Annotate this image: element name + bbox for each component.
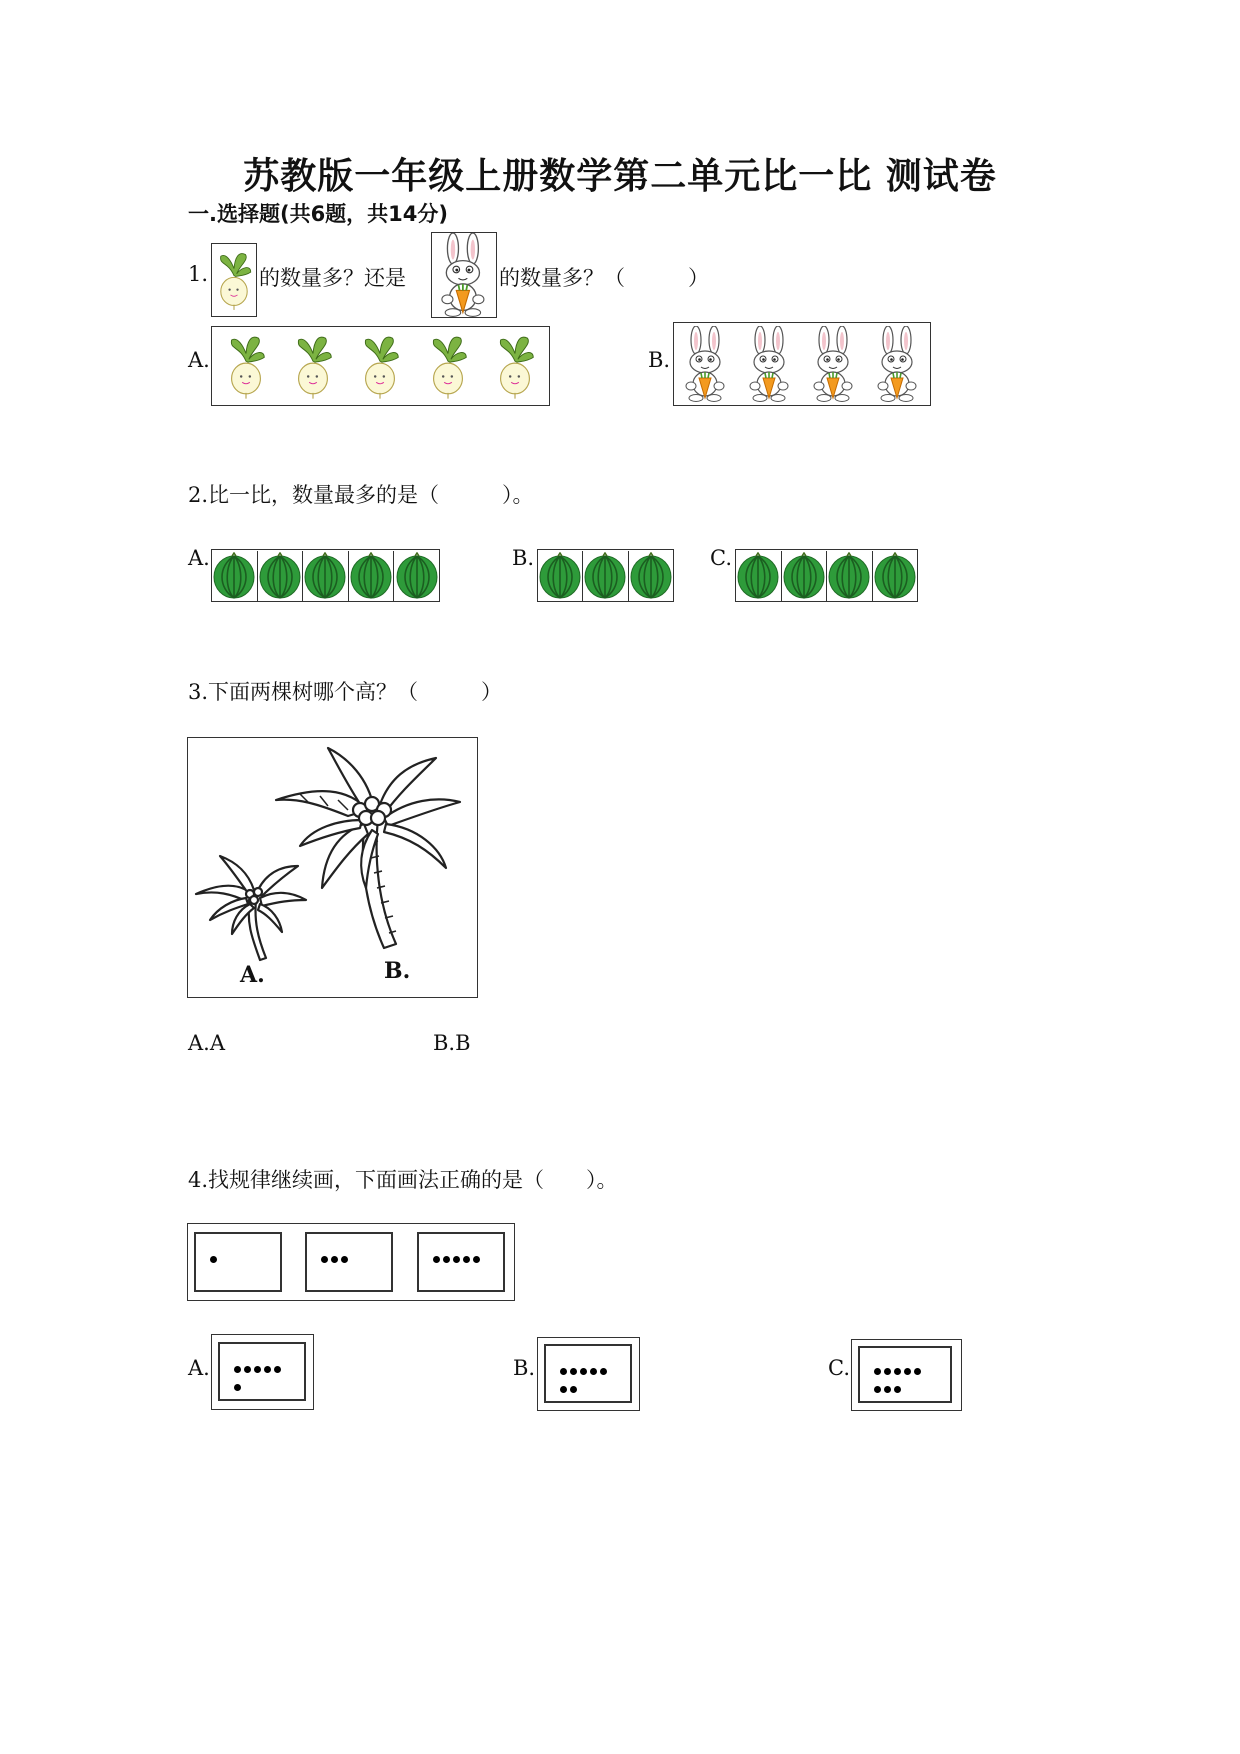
q2-option-a-picture[interactable] <box>211 549 440 602</box>
tree-b-label: B. <box>384 958 411 984</box>
watermelon-cell <box>736 551 782 601</box>
watermelon-cell <box>827 551 873 601</box>
dot <box>874 1368 881 1375</box>
dot <box>884 1368 891 1375</box>
dot <box>884 1386 891 1393</box>
dot <box>914 1368 921 1375</box>
q1-option-b-label[interactable]: B. <box>648 348 671 372</box>
dot <box>560 1368 567 1375</box>
q1-rabbit-picture <box>431 232 497 318</box>
rabbit-icon <box>743 326 797 402</box>
watermelon-cell <box>394 551 439 601</box>
dot <box>341 1256 348 1263</box>
q4-pattern-box <box>187 1223 515 1301</box>
watermelon-icon <box>538 552 582 600</box>
radish-icon <box>356 332 404 400</box>
dot <box>244 1366 251 1373</box>
q3-trees-picture <box>187 737 478 998</box>
dot <box>234 1366 241 1373</box>
rabbit-icon <box>432 233 496 317</box>
q1-text-middle: 的数量多？还是 <box>259 266 406 290</box>
watermelon-cell <box>629 551 673 601</box>
dot <box>874 1386 881 1393</box>
q4-option-c-label[interactable]: C. <box>828 1356 850 1380</box>
watermelon-icon <box>782 552 826 600</box>
q4-option-b-label[interactable]: B. <box>513 1356 536 1380</box>
q1-text-end: 的数量多？（ ） <box>499 266 709 290</box>
watermelon-icon <box>395 552 439 600</box>
dot <box>894 1368 901 1375</box>
rabbit-icon <box>807 326 861 402</box>
dot <box>894 1386 901 1393</box>
q4-option-a-picture[interactable] <box>211 1334 314 1410</box>
q3-question: 3.下面两棵树哪个高？（ ） <box>188 680 503 704</box>
rabbit-icon <box>871 326 925 402</box>
palm-trees-drawing <box>188 738 476 996</box>
q1-number: 1. <box>188 262 209 286</box>
watermelon-cell <box>349 551 395 601</box>
dot <box>473 1256 480 1263</box>
dot <box>234 1384 241 1391</box>
dot <box>453 1256 460 1263</box>
q2-option-b-label[interactable]: B. <box>512 546 535 570</box>
watermelon-icon <box>629 552 673 600</box>
dot <box>904 1368 911 1375</box>
q1-option-b-picture[interactable] <box>673 322 931 406</box>
dot <box>433 1256 440 1263</box>
dot <box>560 1386 567 1393</box>
watermelon-cell <box>782 551 828 601</box>
watermelon-cell <box>303 551 349 601</box>
dot <box>570 1386 577 1393</box>
q4-option-b-picture[interactable] <box>537 1337 640 1411</box>
radish-icon <box>491 332 539 400</box>
watermelon-cell <box>212 551 258 601</box>
q2-question: 2.比一比，数量最多的是（ ）。 <box>188 483 534 507</box>
watermelon-cell <box>873 551 918 601</box>
radish-icon <box>222 332 270 400</box>
dot <box>570 1368 577 1375</box>
dot <box>210 1256 217 1263</box>
q2-option-a-label[interactable]: A. <box>188 546 210 570</box>
page-title: 苏教版一年级上册数学第二单元比一比 测试卷 <box>243 156 997 197</box>
q1-option-a-picture[interactable] <box>211 326 550 406</box>
pattern-card-1 <box>194 1232 282 1292</box>
dot <box>264 1366 271 1373</box>
q3-option-b[interactable]: B.B <box>433 1031 471 1055</box>
dot <box>274 1366 281 1373</box>
watermelon-cell <box>538 551 583 601</box>
dot <box>321 1256 328 1263</box>
section-heading: 一.选择题(共6题，共14分) <box>188 202 449 226</box>
watermelon-icon <box>873 552 917 600</box>
dot <box>331 1256 338 1263</box>
q2-option-c-picture[interactable] <box>735 549 918 602</box>
dot <box>600 1368 607 1375</box>
watermelon-cell <box>258 551 304 601</box>
watermelon-icon <box>212 552 256 600</box>
q1-radish-picture <box>211 243 257 317</box>
watermelon-icon <box>827 552 871 600</box>
q2-option-b-picture[interactable] <box>537 549 674 602</box>
dot <box>443 1256 450 1263</box>
radish-icon <box>212 244 256 316</box>
q4-option-a-label[interactable]: A. <box>188 1356 210 1380</box>
q1-option-a-label[interactable]: A. <box>188 348 210 372</box>
q3-option-a[interactable]: A.A <box>188 1031 226 1055</box>
q4-option-c-picture[interactable] <box>851 1339 962 1411</box>
pattern-card-3 <box>417 1232 505 1292</box>
watermelon-icon <box>583 552 627 600</box>
dot <box>463 1256 470 1263</box>
pattern-card-2 <box>305 1232 393 1292</box>
tree-a-label: A. <box>240 962 265 988</box>
watermelon-icon <box>349 552 393 600</box>
watermelon-icon <box>258 552 302 600</box>
dot <box>580 1368 587 1375</box>
watermelon-cell <box>583 551 628 601</box>
q2-option-c-label[interactable]: C. <box>710 546 732 570</box>
dot <box>254 1366 261 1373</box>
q4-question: 4.找规律继续画，下面画法正确的是（ ）。 <box>188 1168 618 1192</box>
radish-icon <box>424 332 472 400</box>
radish-icon <box>289 332 337 400</box>
watermelon-icon <box>303 552 347 600</box>
rabbit-icon <box>679 326 733 402</box>
watermelon-icon <box>736 552 780 600</box>
dot <box>590 1368 597 1375</box>
